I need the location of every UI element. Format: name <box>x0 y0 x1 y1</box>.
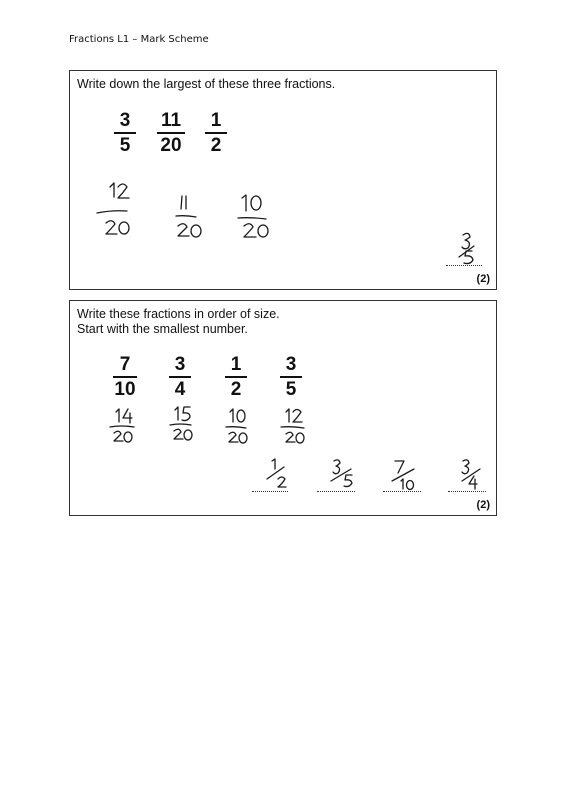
question-2-box <box>69 300 497 516</box>
q1-marks: (2) <box>476 273 490 285</box>
q2-handwritten-working <box>70 301 498 517</box>
q1-answer-3-5 <box>459 233 474 263</box>
q1-fraction-1-denominator: 5 <box>119 135 131 156</box>
q2-fraction-4-denominator: 5 <box>285 379 297 400</box>
q2-answer-line-1 <box>252 491 288 492</box>
q1-answer-line <box>446 265 482 266</box>
q2-working-12-20 <box>281 409 304 443</box>
q1-fraction-3-denominator: 2 <box>210 135 222 156</box>
q1-fraction-2-denominator: 20 <box>160 135 182 156</box>
q2-fraction-3-denominator: 2 <box>230 379 242 400</box>
q2-fraction-2-denominator: 4 <box>174 379 186 400</box>
q2-working-15-20 <box>170 407 192 440</box>
q2-answer-3-4 <box>462 460 480 489</box>
q2-answer-line-2 <box>317 491 355 492</box>
q1-fraction-2-numerator: 11 <box>160 110 182 131</box>
q2-fraction-3-numerator: 1 <box>230 354 242 375</box>
q2-fraction-1-numerator: 7 <box>119 354 131 375</box>
q2-working-10-20 <box>226 409 247 443</box>
q2-answer-line-4 <box>448 491 486 492</box>
q2-fraction-4-numerator: 3 <box>285 354 297 375</box>
page-header: Fractions L1 – Mark Scheme <box>69 34 209 45</box>
question-1-box <box>69 70 497 290</box>
q1-fraction-3-numerator: 1 <box>210 110 222 131</box>
q2-answer-3-5 <box>331 460 352 487</box>
q1-working-10-20 <box>238 195 268 237</box>
q1-working-11-20 <box>176 196 201 237</box>
q2-answer-1-2 <box>267 459 286 487</box>
q2-working-14-20 <box>110 409 134 442</box>
question-1-prompt: Write down the largest of these three fractions. <box>77 77 336 91</box>
question-2-prompt-line-2: Start with the smallest number. <box>77 322 248 336</box>
q1-working-12-20 <box>97 183 129 234</box>
question-2-prompt-line-1: Write these fractions in order of size. <box>77 307 280 321</box>
q2-answer-7-10 <box>392 461 414 490</box>
q2-fraction-2-numerator: 3 <box>174 354 186 375</box>
q1-fraction-1-numerator: 3 <box>119 110 131 131</box>
q2-fraction-1-denominator: 10 <box>114 379 136 400</box>
q2-marks: (2) <box>476 499 490 511</box>
q2-answer-line-3 <box>383 491 421 492</box>
q1-handwritten-working <box>70 71 498 291</box>
